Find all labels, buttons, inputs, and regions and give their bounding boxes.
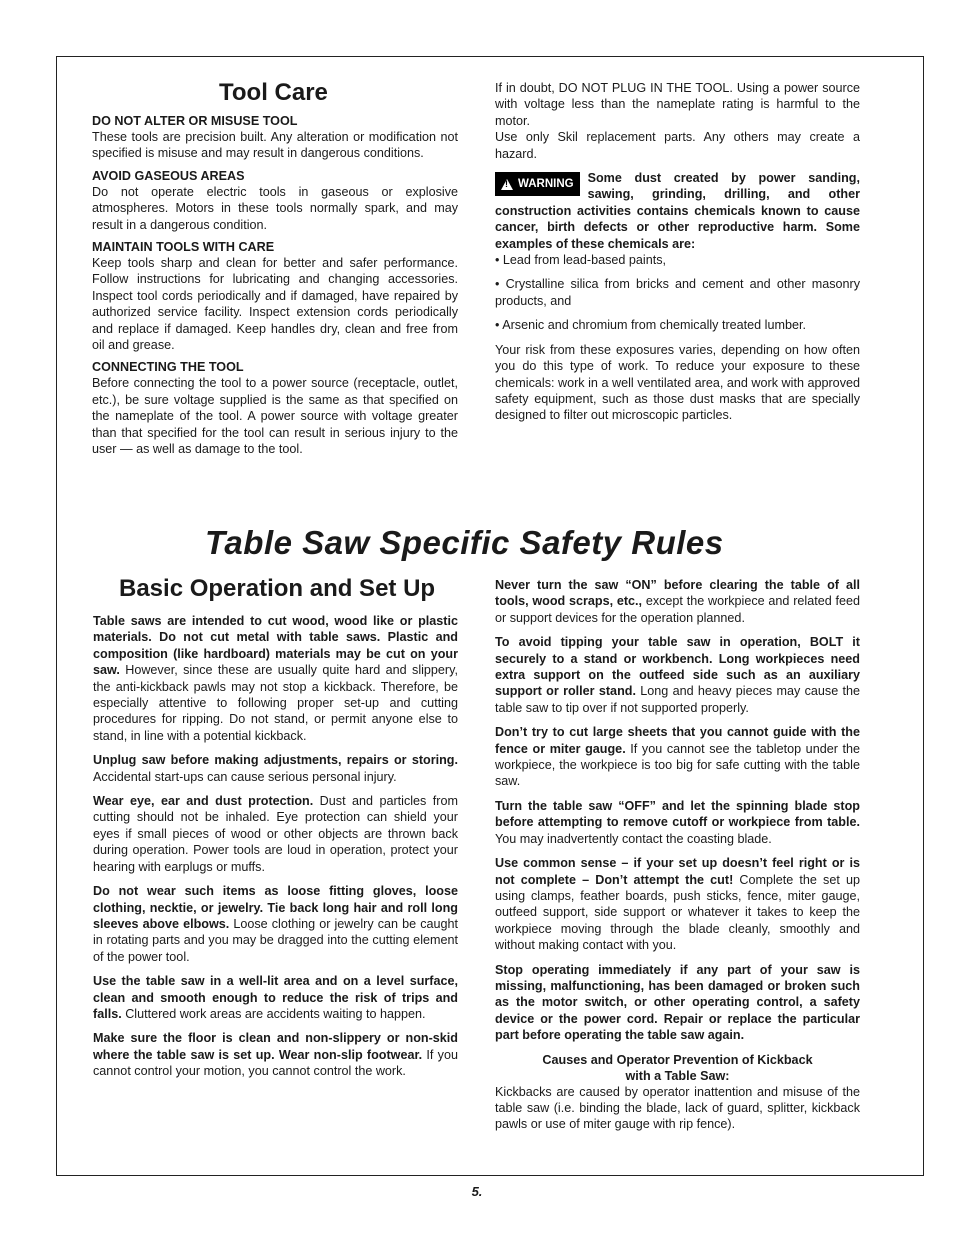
rule-text: except the workpiece and related feed or support devices for the operation planned.: [495, 594, 860, 625]
risk-text: Your risk from these exposures varies, depending on how often you do this type of work. To reduce your exposure to these chemicals: work in a well ventilated area, and work with approved safety equipment, such as those dust masks that are specially designed to filter out microscopic particles.: [495, 342, 860, 423]
bullet-item: • Crystalline silica from bricks and cement and other masonry products, and: [495, 277, 860, 308]
bullet-item: • Lead from lead-based paints,: [495, 253, 667, 268]
rule-text: Dust and particles from cutting should not be inhaled. Eye protection can shield your eyes if small pieces of wood or other objects are thrown back during operation. Power tools are loud in operation, protect your hearing with earplugs or muffs.: [93, 794, 458, 874]
rule-text: If you cannot see the tabletop under the workpiece, the workpiece is too big for safe cutting with the table saw.: [495, 741, 861, 789]
tool-care-section: [92, 359, 458, 457]
section-text: These tools are precision built. Any alteration or modification not specified is misuse and may result in dangerous conditions.: [92, 130, 458, 161]
section-text: Before connecting the tool to a power source (receptacle, outlet, etc.), be sure voltage supplied is the same as that specified on the nameplate of the tool. A power source with voltage greater than that specified for the tool can result in serious injury to the user — as well as damage to the tool.: [92, 376, 458, 457]
rule-bold: Use common sense – if your set up doesn’t feel right or is not complete – Don’t attempt the cut!: [495, 856, 860, 887]
warning-badge: [495, 172, 580, 196]
rule-paragraph: [93, 752, 458, 785]
warning-triangle-icon: [501, 179, 513, 190]
rule-bold: Turn the table saw “OFF” and let the spinning blade stop before attempting to remove cutoff or workpiece from table.: [495, 798, 860, 830]
rule-text: Long and heavy pieces may cause the table saw to tip over if not supported properly.: [495, 684, 860, 715]
basic-right-column: [495, 577, 860, 1133]
rule-paragraph: [495, 798, 860, 847]
rule-paragraph: [93, 793, 458, 875]
rule-bold: Stop operating immediately if any part of your saw is missing, malfunctioning, has been damaged or broken such as the motor switch, or other operating control, a safety device or the power cord. Repair or replace the particular part before operating the table saw again.: [495, 962, 860, 1043]
section-text: Keep tools sharp and clean for better and safer performance. Follow instructions for lubricating and changing accessories. Inspect tool cords periodically and if damaged, have repaired by authorized service facility. Inspect extension cords periodically and replace if damaged. Keep handles dry, clean and free from oil and grease.: [92, 256, 458, 353]
rule-bold: Don’t try to cut large sheets that you cannot guide with the fence or miter gauge.: [495, 725, 860, 756]
rule-text: Loose clothing or jewelry can be caught in rotating parts and you may be dragged into the cutting element of the power tool.: [93, 916, 459, 964]
rule-bold: Use the table saw in a well-lit area and on a level surface, clean and smooth enough to reduce the risk of trips and falls.: [93, 974, 458, 1021]
plug-warning-text: If in doubt, DO NOT PLUG IN THE TOOL. Using a power source with voltage less than the nameplate rating is harmful to the motor.: [495, 81, 860, 128]
kickback-heading: Causes and Operator Prevention of Kickback: [542, 1052, 813, 1067]
replacement-parts-text: Use only Skil replacement parts. Any others may create a hazard.: [495, 130, 860, 161]
rule-text: Accidental start-ups can cause serious personal injury.: [93, 769, 397, 784]
right-top-column: [495, 80, 860, 424]
rule-text: You may inadvertently contact the coasting blade.: [495, 831, 772, 846]
rule-text: If you cannot control your motion, you cannot control the work.: [93, 1047, 458, 1079]
warning-label: WARNING: [518, 178, 574, 191]
rule-bold: Never turn the saw “ON” before clearing the table of all tools, wood scraps, etc.,: [495, 578, 860, 609]
tool-care-section: [92, 168, 458, 233]
rule-paragraph: [495, 962, 860, 1044]
rule-paragraph: [93, 883, 458, 965]
rule-bold: Unplug saw before making adjustments, repairs or storing.: [93, 753, 458, 768]
kickback-text: Kickbacks are caused by operator inattention and misuse of the table saw (i.e. binding the blade, lack of guard, splitter, kickback pawls or use of miter gauge with rip fence).: [495, 1084, 860, 1132]
rule-paragraph: [495, 577, 860, 626]
section-heading: MAINTAIN TOOLS WITH CARE: [92, 240, 275, 255]
rule-paragraph: [93, 973, 458, 1022]
section-text: Do not operate electric tools in gaseous or explosive atmospheres. Motors in these tools normally spark, and may result in a dangerous condition.: [92, 184, 458, 232]
tool-care-title: Tool Care: [219, 79, 328, 106]
rule-paragraph: [495, 855, 860, 953]
rule-bold: Table saws are intended to cut wood, wood like or plastic materials. Do not cut metal with table saws. Plastic and composition (like hardboard) materials may be cut on your saw.: [93, 614, 458, 678]
section-heading: CONNECTING THE TOOL: [92, 360, 244, 375]
rule-paragraph: [93, 1030, 458, 1079]
rule-bold: Wear eye, ear and dust protection.: [93, 794, 314, 809]
page-main-title: Table Saw Specific Safety Rules: [205, 524, 724, 561]
rule-bold: Do not wear such items as loose fitting gloves, loose clothing, necktie, or jewelry. Tie back long hair and roll long sleeves above elbows.: [93, 884, 458, 931]
bullet-item: • Arsenic and chromium from chemically treated lumber.: [495, 318, 806, 333]
rule-paragraph: [495, 724, 860, 790]
tool-care-column: [92, 79, 458, 458]
rule-bold: Make sure the floor is clean and non-slippery or non-skid where the table saw is set up. Wear non-slip footwear.: [93, 1031, 458, 1062]
rule-text: Cluttered work areas are accidents waiting to happen.: [121, 1006, 426, 1021]
kickback-heading: with a Table Saw:: [625, 1068, 730, 1083]
warning-block: [495, 170, 860, 252]
rule-text: However, since these are usually quite hard and slippery, the anti-kickback pawls may not stop a kickback. Therefore, be especially attentive to following proper set-up and cutting procedures for ripping. Do not stand, or permit anyone else to stand, in line with a potential kickback.: [93, 663, 458, 743]
basic-left-column: [93, 575, 458, 1080]
rule-paragraph: [93, 613, 458, 744]
rule-bold: To avoid tipping your table saw in operation, BOLT it securely to a stand or workbench. Long workpieces need extra support on the outfeed side such as an auxiliary support or roller stand.: [495, 635, 860, 699]
rule-paragraph: [495, 634, 860, 716]
basic-operation-title: Basic Operation and Set Up: [119, 575, 436, 602]
tool-care-section: [92, 113, 458, 162]
tool-care-section: [92, 239, 458, 353]
rule-text: Complete the set up using clamps, feather boards, push sticks, fence, miter gauge, outfeed support, side support or whatever it takes to keep the workpiece moving through the blade cleanly, smoothly and without making contact with you.: [495, 872, 860, 953]
page-number: 5.: [471, 1184, 483, 1199]
section-heading: AVOID GASEOUS AREAS: [92, 168, 245, 183]
warning-text: Some dust created by power sanding, sawing, grinding, drilling, and other construction activities contains chemicals known to cause cancer, birth defects or other reproductive harm. Some examples of these chemicals are:: [495, 171, 860, 251]
section-heading: DO NOT ALTER OR MISUSE TOOL: [92, 114, 298, 128]
